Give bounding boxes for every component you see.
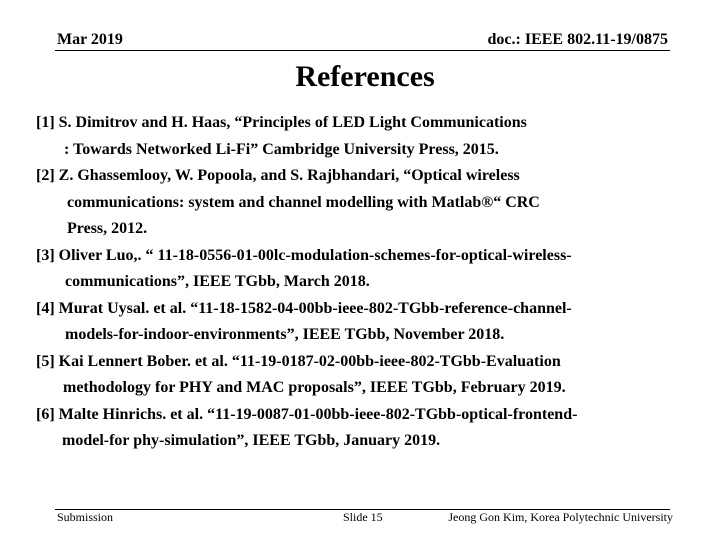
reference-2-line-3: Press, 2012.: [67, 220, 148, 237]
reference-2-line-1: [2] Z. Ghassemlooy, W. Popoola, and S. Rajbhandari, “Optical wireless: [36, 167, 520, 184]
header-date: Mar 2019: [57, 31, 123, 48]
reference-3-line-1: [3] Oliver Luo,. “ 11-18-0556-01-00lc-modulation-schemes-for-optical-wireless-: [36, 246, 572, 264]
reference-2: [36, 163, 676, 243]
references-list: [36, 110, 676, 455]
reference-4-line-1: [4] Murat Uysal. et al. “11-18-1582-04-00bb-ieee-802-TGbb-reference-channel-: [36, 299, 572, 317]
footer-author: Jeong Gon Kim, Korea Polytechnic University: [448, 510, 673, 524]
reference-6-line-1: [6] Malte Hinrichs. et al. “11-19-0087-01-00bb-ieee-802-TGbb-optical-frontend-: [36, 405, 578, 423]
reference-3-line-2: communications”, IEEE TGbb, March 2018.: [65, 273, 370, 290]
slide-title: References: [295, 60, 435, 93]
header-divider: [55, 50, 670, 51]
reference-1: [36, 110, 676, 163]
header-doc-number: doc.: IEEE 802.11-19/0875: [487, 31, 668, 48]
reference-4-line-2: models-for-indoor-environments”, IEEE TGbb, November 2018.: [65, 326, 505, 343]
footer-submission: Submission: [57, 510, 114, 524]
reference-5: [36, 349, 676, 402]
reference-6: [36, 402, 676, 455]
reference-6-line-2: model-for phy-simulation”, IEEE TGbb, January 2019.: [62, 432, 441, 449]
reference-5-line-2: methodology for PHY and MAC proposals”, IEEE TGbb, February 2019.: [63, 379, 566, 396]
reference-1-line-1: [1] S. Dimitrov and H. Haas, “Principles of LED Light Communications: [36, 114, 527, 131]
reference-4: [36, 296, 676, 349]
reference-2-line-2: communications: system and channel modelling with Matlab®“ CRC: [67, 193, 540, 211]
footer-slide-number: Slide 15: [343, 510, 383, 524]
reference-3: [36, 243, 676, 296]
reference-5-line-1: [5] Kai Lennert Bober. et al. “11-19-0187-02-00bb-ieee-802-TGbb-Evaluation: [36, 352, 561, 370]
reference-1-line-2: : Towards Networked Li-Fi” Cambridge University Press, 2015.: [64, 140, 499, 158]
